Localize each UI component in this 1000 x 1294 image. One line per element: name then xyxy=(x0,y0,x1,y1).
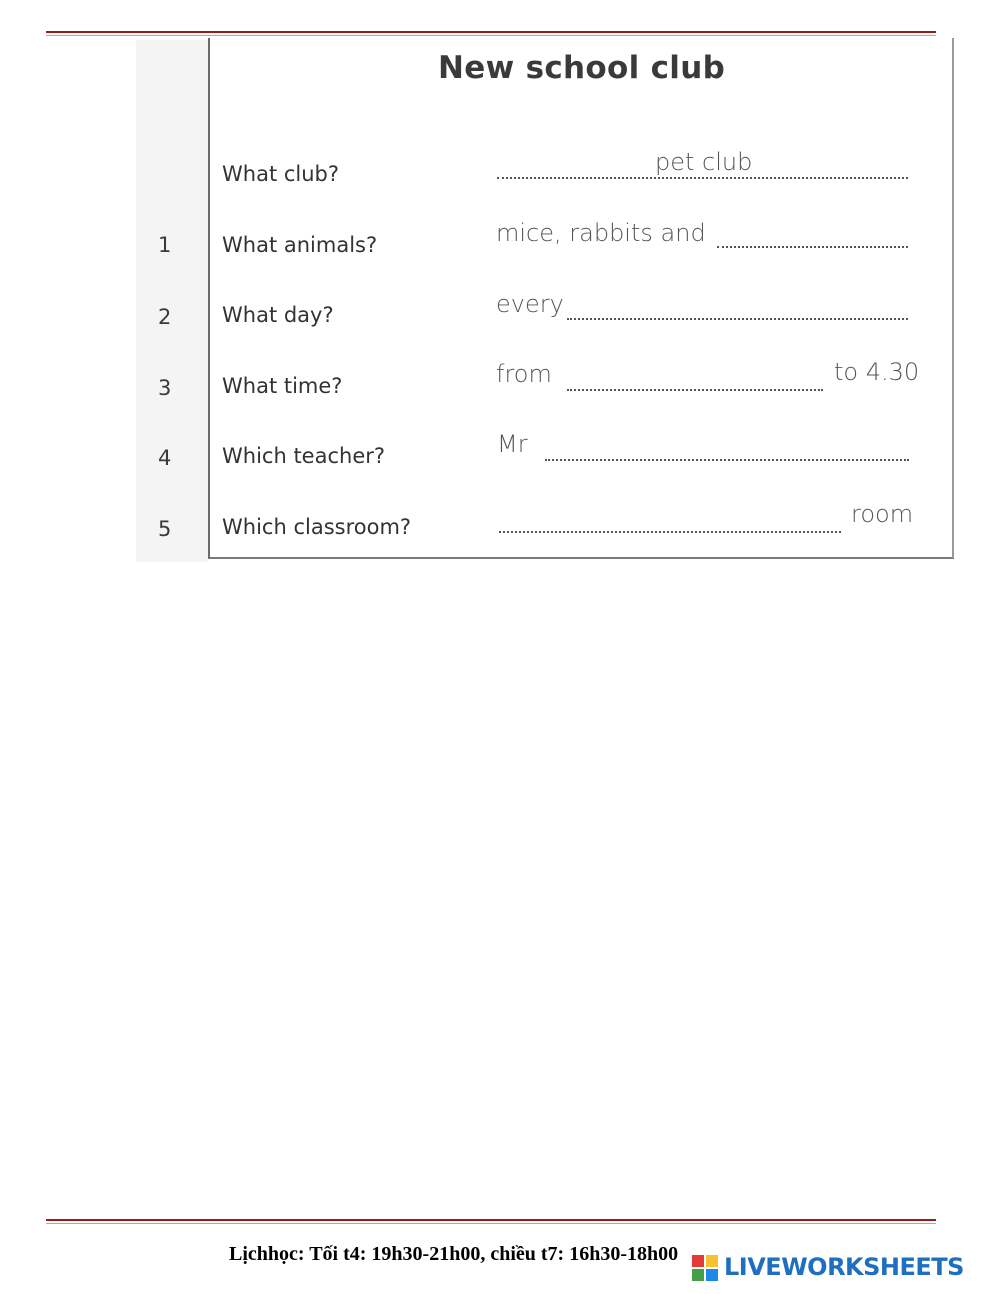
schedule-footer: Lịchhọc: Tối t4: 19h30-21h00, chiều t7: 16h30-18h00 xyxy=(229,1243,679,1265)
answer-line-teacher[interactable] xyxy=(545,459,909,461)
question-which-classroom: Which classroom? xyxy=(222,515,412,539)
prompt-time-from: from xyxy=(496,360,552,388)
answer-line-day[interactable] xyxy=(567,318,908,320)
number-column-background xyxy=(136,40,208,562)
prompt-teacher: Mr xyxy=(497,430,528,458)
worksheet-title: New school club xyxy=(438,50,726,86)
answer-line-club[interactable] xyxy=(497,177,908,179)
question-what-animals: What animals? xyxy=(222,233,378,257)
brand-watermark xyxy=(692,1253,990,1285)
answer-line-animals[interactable] xyxy=(717,246,908,248)
top-divider xyxy=(46,31,936,36)
row-number-4: 4 xyxy=(158,446,172,470)
prompt-room: room xyxy=(851,500,914,528)
row-number-1: 1 xyxy=(158,233,172,257)
row-number-5: 5 xyxy=(158,517,172,541)
sample-answer: pet club xyxy=(655,148,753,176)
worksheet-panel xyxy=(208,38,954,559)
answer-line-classroom[interactable] xyxy=(499,531,841,533)
question-what-day: What day? xyxy=(222,303,334,327)
answer-line-time[interactable] xyxy=(567,389,823,391)
question-what-time: What time? xyxy=(222,374,343,398)
brand-name: LIVEWORKSHEETS xyxy=(724,1253,964,1281)
bottom-divider xyxy=(46,1219,936,1224)
row-number-2: 2 xyxy=(158,305,172,329)
liveworksheets-logo-icon xyxy=(692,1255,718,1281)
prompt-animals: mice, rabbits and xyxy=(496,219,706,247)
question-which-teacher: Which teacher? xyxy=(222,444,386,468)
prompt-time-to: to 4.30 xyxy=(834,358,920,386)
question-what-club: What club? xyxy=(222,162,340,186)
row-number-3: 3 xyxy=(158,376,172,400)
prompt-day: every xyxy=(496,290,564,318)
